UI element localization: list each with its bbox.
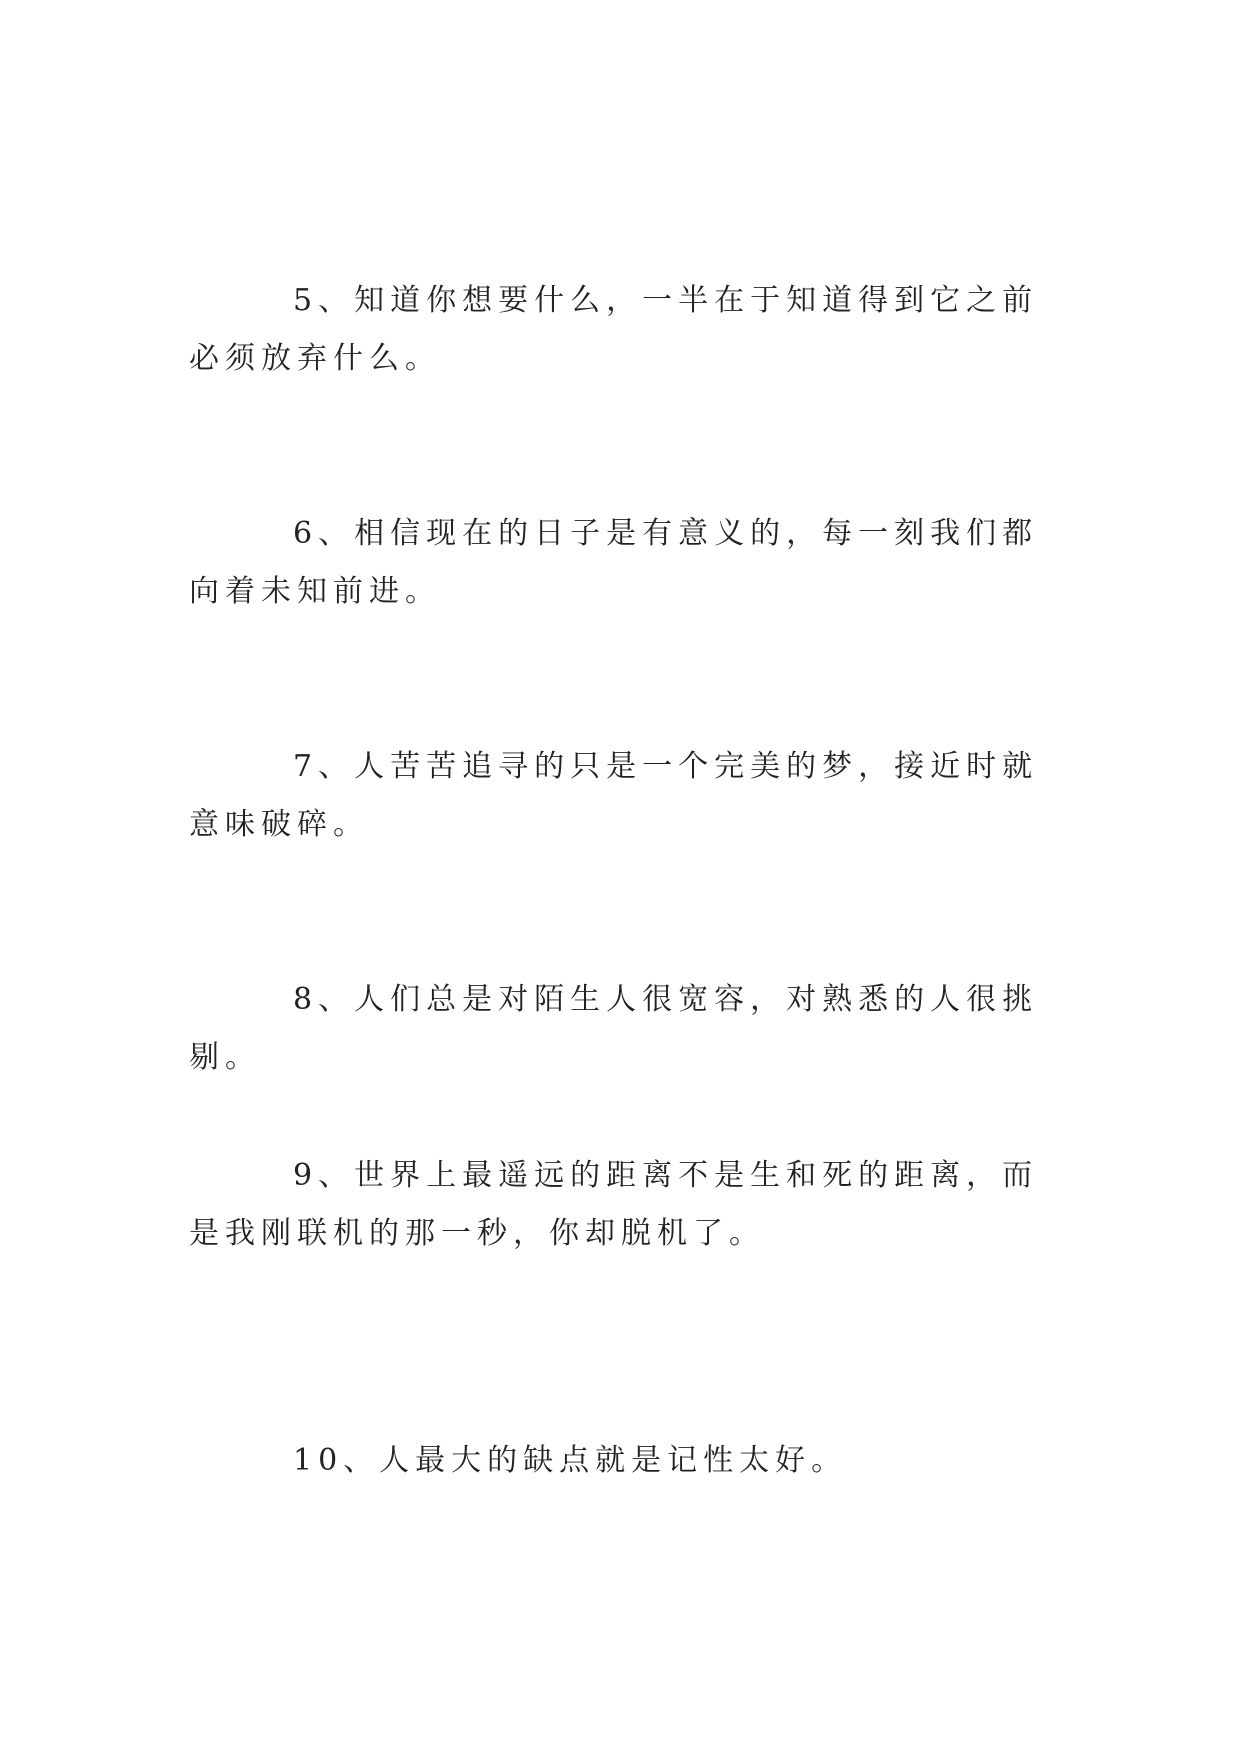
paragraph-item-9: 9、世界上最遥远的距离不是生和死的距离，而是我刚联机的那一秒，你却脱机了。: [189, 1158, 1039, 1251]
paragraph-item-8: 8、人们总是对陌生人很宽容，对熟悉的人很挑剔。: [189, 982, 1039, 1075]
paragraph-item-6: 6、相信现在的日子是有意义的，每一刻我们都向着未知前进。: [189, 516, 1039, 609]
paragraph-item-5: 5、知道你想要什么，一半在于知道得到它之前必须放弃什么。: [189, 283, 1039, 376]
paragraph-item-7: 7、人苦苦追寻的只是一个完美的梦，接近时就意味破碎。: [189, 749, 1039, 842]
paragraph-item-10: 10、人最大的缺点就是记性太好。: [293, 1443, 848, 1478]
